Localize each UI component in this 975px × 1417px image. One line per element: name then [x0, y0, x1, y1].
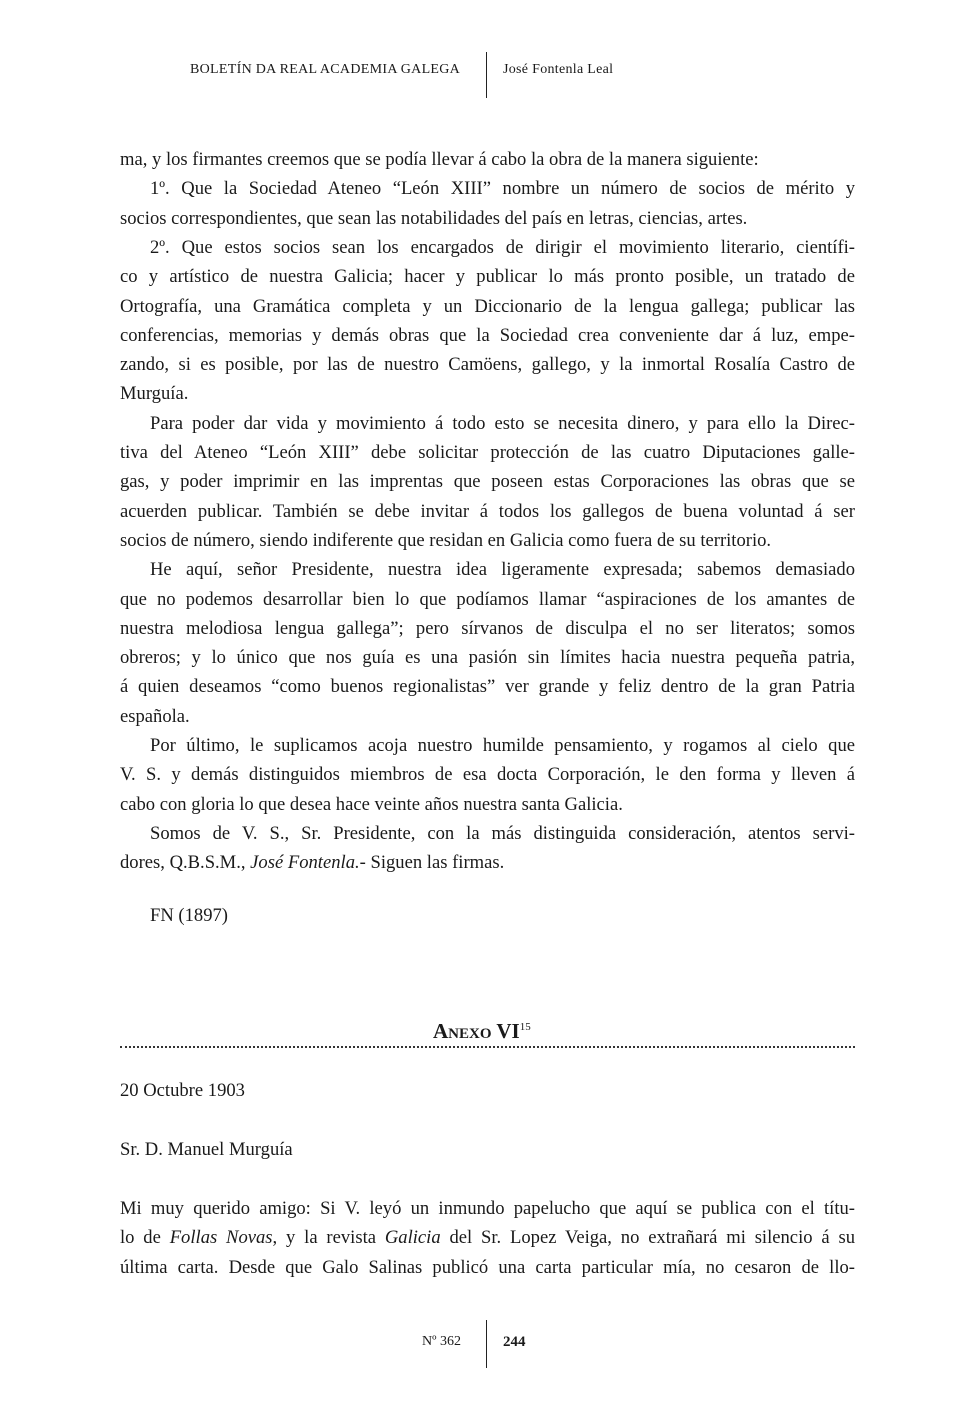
text-segment: socios correspondientes, que sean las notabilidades del país en letras, ciencias, artes. [120, 207, 748, 229]
text-segment: que no podemos desarrollar bien lo que podíamos llamar “aspiraciones de los amantes de [120, 588, 855, 610]
text-line [120, 588, 855, 612]
text-line [120, 382, 855, 406]
text-segment: última carta. Desde que Galo Salinas publicó una carta particular mía, no cesaron de llo- [120, 1256, 855, 1278]
annex-heading [433, 1019, 531, 1044]
dotted-rule [120, 1046, 855, 1048]
text-segment: gas, y poder imprimir en las imprentas que poseen estas Corporaciones las obras que se [120, 471, 855, 493]
text-line [120, 763, 855, 787]
journal-title: BOLETÍN DA REAL ACADEMIA GALEGA [190, 62, 461, 77]
text-segment: obreros; y lo único que nos guía es una pasión sin límites hacia nuestra pequeña patria, [120, 647, 855, 669]
text-segment: nuestra melodiosa lengua gallega”; pero sírvanos de disculpa el no ser literatos; somos [120, 617, 855, 639]
text-line [120, 324, 855, 348]
signature-note: FN (1897) [150, 905, 228, 926]
text-line [150, 558, 855, 582]
text-segment: Mi muy querido amigo: Si V. leyó un inmundo papelucho que aquí se publica con el títu- [120, 1198, 855, 1219]
text-segment: española. [120, 705, 190, 727]
text-segment: co y artístico de nuestra Galicia; hacer y publicar lo más pronto posible, un tratado de [120, 266, 855, 288]
text-segment: conferencias, memorias y demás obras que la Sociedad crea conveniente dar á luz, empe- [120, 324, 855, 346]
text-segment: ma, y los firmantes creemos que se podía llevar á cabo la obra de la manera siguiente: [120, 149, 759, 170]
text-segment: acuerden publicar. También se debe invitar á todos los gallegos de buena voluntad á ser [120, 500, 855, 522]
footnote-ref[interactable]: 15 [519, 1021, 531, 1033]
text-line [120, 529, 855, 553]
italic-text: José Fontenla. [250, 852, 360, 874]
text-segment: á quien deseamos “como buenos regionalistas” ver grande y feliz dentro de la gran Patria [120, 676, 855, 698]
text-line [150, 822, 855, 846]
header-divider [486, 52, 487, 98]
text-line [150, 177, 855, 201]
text-line [120, 148, 855, 172]
text-segment: zando, si es posible, por las de nuestro Camöens, gallego, y la inmortal Rosalía Castro de [120, 354, 855, 376]
text-line [120, 1256, 855, 1280]
issue-number: Nº 362 [422, 1334, 461, 1349]
text-segment: - Siguen las firmas. [359, 852, 505, 874]
text-line [120, 851, 855, 875]
text-segment: 1º. Que la Sociedad Ateneo “León XIII” nombre un número de socios de mérito y [150, 178, 855, 200]
text-line [150, 734, 855, 758]
text-segment: cabo con gloria lo que desea hace veinte años nuestra santa Galicia. [120, 793, 623, 815]
text-line [120, 675, 855, 699]
text-line [120, 295, 855, 319]
italic-text: Follas Novas [169, 1227, 273, 1249]
text-line [120, 207, 855, 231]
text-segment: Somos de V. S., Sr. Presidente, con la más distinguida consideración, atentos servi- [150, 822, 855, 844]
italic-text: Galicia [384, 1227, 441, 1249]
text-line [150, 236, 855, 260]
letter-date: 20 Octubre 1903 [120, 1080, 245, 1101]
text-segment: Murguía. [120, 383, 189, 405]
article-author: José Fontenla Leal [503, 62, 614, 77]
text-line [120, 1226, 855, 1250]
footer-divider [486, 1320, 487, 1368]
letter-recipient: Sr. D. Manuel Murguía [120, 1139, 293, 1160]
annex-title: Anexo VI [433, 1019, 520, 1043]
text-segment: Por último, le suplicamos acoja nuestro humilde pensamiento, y rogamos al cielo que [150, 735, 855, 756]
text-segment: Para poder dar vida y movimiento á todo esto se necesita dinero, y para ello la Direc- [150, 412, 855, 434]
text-line [120, 441, 855, 465]
text-line [120, 705, 855, 729]
text-line [120, 646, 855, 670]
text-segment: He aquí, señor Presidente, nuestra idea ligeramente expresada; sabemos demasiado [150, 559, 855, 581]
text-line [120, 353, 855, 377]
text-segment: del Sr. Lopez Veiga, no extrañará mi silencio á su [440, 1227, 855, 1249]
text-line [120, 1197, 855, 1221]
text-segment: V. S. y demás distinguidos miembros de esa docta Corporación, le den forma y lleven á [120, 764, 855, 786]
text-segment: socios de número, siendo indiferente que residan en Galicia como fuera de su territorio. [120, 529, 772, 551]
text-segment: tiva del Ateneo “León XIII” debe solicitar protección de las cuatro Diputaciones galle- [120, 442, 855, 463]
text-segment: 2º. Que estos socios sean los encargados de dirigir el movimiento literario, científi- [150, 236, 855, 258]
text-segment: dores, Q.B.S.M., [120, 852, 251, 874]
page-number: 244 [503, 1334, 526, 1350]
text-segment: , y la revista [272, 1227, 385, 1249]
text-line [120, 265, 855, 289]
text-line [120, 793, 855, 817]
text-segment: lo de [120, 1227, 170, 1249]
text-segment: Ortografía, una Gramática completa y un Diccionario de la lengua gallega; publicar las [120, 295, 855, 317]
text-line [120, 470, 855, 494]
text-line [120, 617, 855, 641]
text-line [150, 412, 855, 436]
text-line [120, 500, 855, 524]
